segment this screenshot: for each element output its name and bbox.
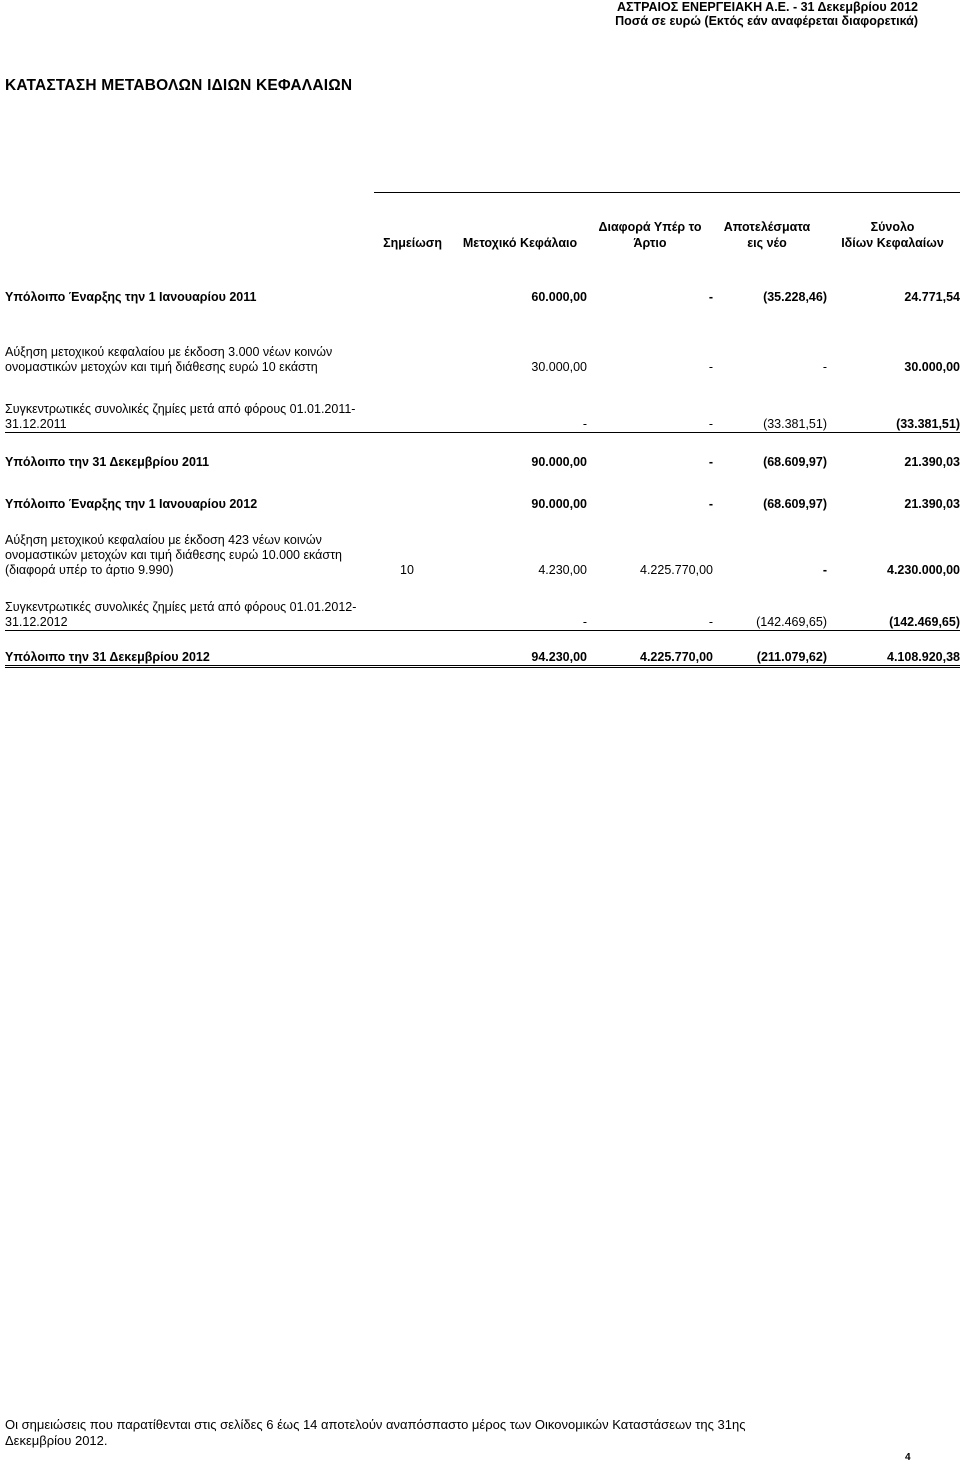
total-equity-value: 21.390,03 bbox=[904, 497, 960, 511]
share-premium-value: - bbox=[708, 290, 713, 304]
total-equity-value: 30.000,00 bbox=[904, 360, 960, 374]
row-label: Συγκεντρωτικές συνολικές ζημίες μετά από φόρους 01.01.2012- 31.12.2012 bbox=[5, 600, 357, 629]
retained-earnings-value: (33.381,51) bbox=[763, 417, 827, 431]
retained-earnings-value: - bbox=[822, 360, 827, 374]
total-equity-value: (142.469,65) bbox=[889, 615, 960, 629]
retained-earnings-value: (35.228,46) bbox=[763, 290, 827, 304]
share-premium-value: 4.225.770,00 bbox=[640, 650, 713, 664]
row-label: Συγκεντρωτικές συνολικές ζημίες μετά από φόρους 01.01.2011- 31.12.2011 bbox=[5, 402, 356, 431]
row-label: Αύξηση μετοχικού κεφαλαίου με έκδοση 423 νέων κοινών ονομαστικών μετοχών και τιμή διάθεσης ευρώ 10.000 εκάστη (διαφορά υπέρ το άρτιο 9.990) bbox=[5, 533, 342, 577]
column-total-equity: Σύνολο Ιδίων Κεφαλαίων bbox=[841, 220, 944, 250]
share-capital-value: - bbox=[582, 417, 587, 431]
share-capital-value: 30.000,00 bbox=[531, 360, 587, 374]
share-capital-value: 94.230,00 bbox=[531, 650, 587, 664]
company-header: ΑΣΤΡΑΙΟΣ ΕΝΕΡΓΕΙΑΚΗ Α.Ε. - 31 Δεκεμβρίου 2012 bbox=[616, 0, 918, 14]
column-share-premium: Διαφορά Υπέρ το Άρτιο bbox=[598, 220, 702, 250]
column-note: Σημείωση bbox=[383, 236, 442, 250]
share-capital-value: 4.230,00 bbox=[538, 563, 587, 577]
currency-note: Ποσά σε ευρώ (Εκτός εάν αναφέρεται διαφορετικά) bbox=[615, 14, 918, 28]
total-equity-value: 24.771,54 bbox=[904, 290, 960, 304]
share-capital-value: 60.000,00 bbox=[531, 290, 587, 304]
page-number: 4 bbox=[905, 1452, 911, 1463]
column-retained-earnings: Αποτελέσματα εις νέο bbox=[723, 220, 811, 250]
retained-earnings-value: (142.469,65) bbox=[756, 615, 827, 629]
retained-earnings-value: - bbox=[822, 563, 827, 577]
share-premium-value: - bbox=[708, 455, 713, 469]
divider bbox=[5, 665, 960, 666]
row-label: Υπόλοιπο Έναρξης την 1 Ιανουαρίου 2011 bbox=[5, 290, 257, 304]
total-equity-value: 4.230.000,00 bbox=[887, 563, 960, 577]
share-premium-value: - bbox=[708, 417, 713, 431]
column-share-capital: Μετοχικό Κεφάλαιο bbox=[462, 236, 578, 250]
divider bbox=[5, 667, 960, 668]
header-rule bbox=[374, 192, 960, 193]
row-label: Αύξηση μετοχικού κεφαλαίου με έκδοση 3.000 νέων κοινών ονομαστικών μετοχών και τιμή διάθεσης ευρώ 10 εκάστη bbox=[5, 345, 333, 374]
retained-earnings-value: (68.609,97) bbox=[763, 497, 827, 511]
share-capital-value: 90.000,00 bbox=[531, 455, 587, 469]
retained-earnings-value: (68.609,97) bbox=[763, 455, 827, 469]
note-reference: 10 bbox=[400, 563, 414, 577]
statement-title: ΚΑΤΑΣΤΑΣΗ ΜΕΤΑΒΟΛΩΝ ΙΔΙΩΝ ΚΕΦΑΛΑΙΩΝ bbox=[5, 77, 353, 94]
share-capital-value: - bbox=[582, 615, 587, 629]
divider bbox=[5, 432, 960, 433]
row-label: Υπόλοιπο Έναρξης την 1 Ιανουαρίου 2012 bbox=[5, 497, 258, 511]
total-equity-value: 4.108.920,38 bbox=[887, 650, 960, 664]
row-label: Υπόλοιπο την 31 Δεκεμβρίου 2012 bbox=[5, 650, 210, 664]
total-equity-value: (33.381,51) bbox=[896, 417, 960, 431]
share-capital-value: 90.000,00 bbox=[531, 497, 587, 511]
share-premium-value: - bbox=[708, 360, 713, 374]
divider bbox=[5, 630, 960, 631]
share-premium-value: 4.225.770,00 bbox=[640, 563, 713, 577]
share-premium-value: - bbox=[708, 615, 713, 629]
row-label: Υπόλοιπο την 31 Δεκεμβρίου 2011 bbox=[5, 455, 210, 469]
retained-earnings-value: (211.079,62) bbox=[756, 650, 827, 664]
footer-note: Οι σημειώσεις που παρατίθενται στις σελίδες 6 έως 14 αποτελούν αναπόσπαστο μέρος των Οικονομικών Καταστάσεων της 31ης Δεκεμβρίου 2012. bbox=[5, 1417, 746, 1448]
share-premium-value: - bbox=[708, 497, 713, 511]
total-equity-value: 21.390,03 bbox=[904, 455, 960, 469]
